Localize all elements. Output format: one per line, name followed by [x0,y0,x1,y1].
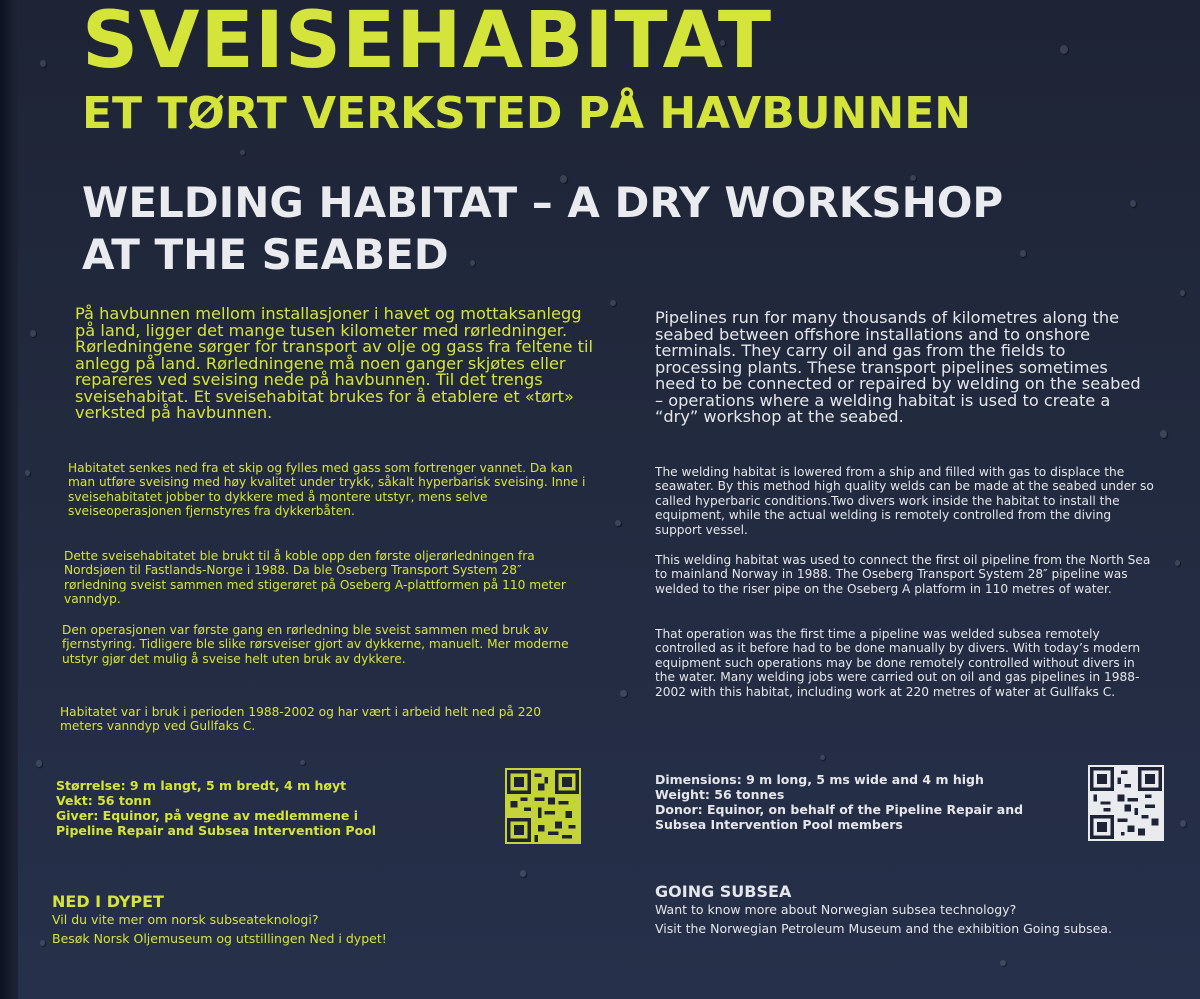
norwegian-lead-paragraph: På havbunnen mellom installasjoner i havet og mottaksanlegg på land, ligger det mange tusen kilometer med rørledninger. Rørledningene sørger for transport av olje og gass fra feltene til anlegg på land. Rørledningene må noen ganger skjøtes eller repareres ved sveising nede på havbunnen. Til det trengs sveisehabitat. Et sveisehabitat brukes for å etablere et «tørt» verksted på havbunnen. [75,304,594,423]
qr-code-icon[interactable] [505,768,581,844]
norwegian-paragraph-3: Den operasjonen var første gang en rørledning ble sveist sammen med bruk av fjernstyring. Tidligere ble slike rørsveiser gjort av dykkerne, manuelt. Mer moderne utstyr gjør det mulig å sveise helt uten bruk av dykkere. [62,623,569,666]
fact-weight: Vekt: 56 tonn [56,793,152,808]
qr-code-icon[interactable] [1088,765,1164,841]
fact-size: Størrelse: 9 m langt, 5 m bredt, 4 m høyt [56,778,347,793]
english-facts [655,772,1075,832]
fact-donor: Giver: Equinor, på vegne av medlemmene i [56,808,358,823]
norwegian-footer [52,892,532,949]
norwegian-paragraph-4: Habitatet var i bruk i perioden 1988-2002 og har vært i arbeid helt ned på 220 meters vanndyp ved Gullfaks C. [60,705,542,734]
norwegian-paragraph-2: Dette sveisehabitatet ble brukt til å koble opp den første oljerørledningen fra Nordsjøen til Fastlands-Norge i 1988. Da ble Oseberg Transport System 28″ rørledning sveist sammen med stigerøret på Oseberg A-plattformen på 110 meter vanndyp. [64,549,566,607]
subtitle-norwegian: ET TØRT VERKSTED PÅ HAVBUNNEN [82,88,972,139]
english-lead-paragraph: Pipelines run for many thousands of kilometres along the seabed between offshore installations and to onshore terminals. They carry oil and gas from the fields to processing plants. These transport pipelines sometimes need to be connected or repaired by welding on the seabed – operations where a welding habitat is used to create a “dry” workshop at the seabed. [655,308,1141,427]
english-footer-line1: Want to know more about Norwegian subsea technology? [655,902,1017,917]
english-paragraph-2: This welding habitat was used to connect the first oil pipeline from the North Sea to mainland Norway in 1988. The Oseberg Transport System 28″ pipeline was welded to the riser pipe on the Oseberg A platform in 110 metres of water. [655,553,1151,596]
norwegian-footer-heading: NED I DYPET [52,892,164,911]
title-english-line2: AT THE SEABED [82,230,449,279]
norwegian-footer-line2: Besøk Norsk Oljemuseum og utstillingen Ned i dypet! [52,930,387,946]
english-footer-line2: Visit the Norwegian Petroleum Museum and the exhibition Going subsea. [655,920,1112,936]
fact-donor-en-cont: Subsea Intervention Pool members [655,817,903,832]
title-english-line1: WELDING HABITAT – A DRY WORKSHOP [82,178,1004,227]
english-paragraph-1: The welding habitat is lowered from a ship and filled with gas to displace the seawater. By this method high quality welds can be made at the seabed under so called hyperbaric conditions.Two divers work inside the habitat to install the equipment, while the actual welding is remotely controlled from the diving support vessel. [655,465,1154,537]
fact-donor-en: Donor: Equinor, on behalf of the Pipeline Repair and [655,802,1024,817]
english-footer-heading: GOING SUBSEA [655,882,792,901]
fact-donor-cont: Pipeline Repair and Subsea Intervention Pool [56,823,377,838]
norwegian-paragraph-1: Habitatet senkes ned fra et skip og fylles med gass som fortrenger vannet. Da kan man utføre sveising med høy kvalitet under trykk, såkalt hyperbarisk sveising. Inne i sveisehabitatet jobber to dykkere med å montere utstyr, mens selve sveiseoperasjonen fjernstyres fra dykkerbåten. [68,461,586,519]
fact-dimensions: Dimensions: 9 m long, 5 ms wide and 4 m high [655,772,984,787]
english-paragraph-3: That operation was the first time a pipeline was welded subsea remotely controlled as it before had to be done manually by divers. With today’s modern equipment such operations may be done remotely controlled without divers in the water. Many welding jobs were carried out on oil and gas pipelines in 1988-2002 with this habitat, including work at 220 metres of water at Gullfaks C. [655,627,1141,699]
norwegian-facts [56,778,476,838]
sign-edge [0,0,18,999]
fact-weight-en: Weight: 56 tonnes [655,787,785,802]
title-norwegian: SVEISEHABITAT [82,0,773,86]
english-footer [655,882,1195,939]
norwegian-footer-line1: Vil du vite mer om norsk subseateknologi? [52,912,319,927]
